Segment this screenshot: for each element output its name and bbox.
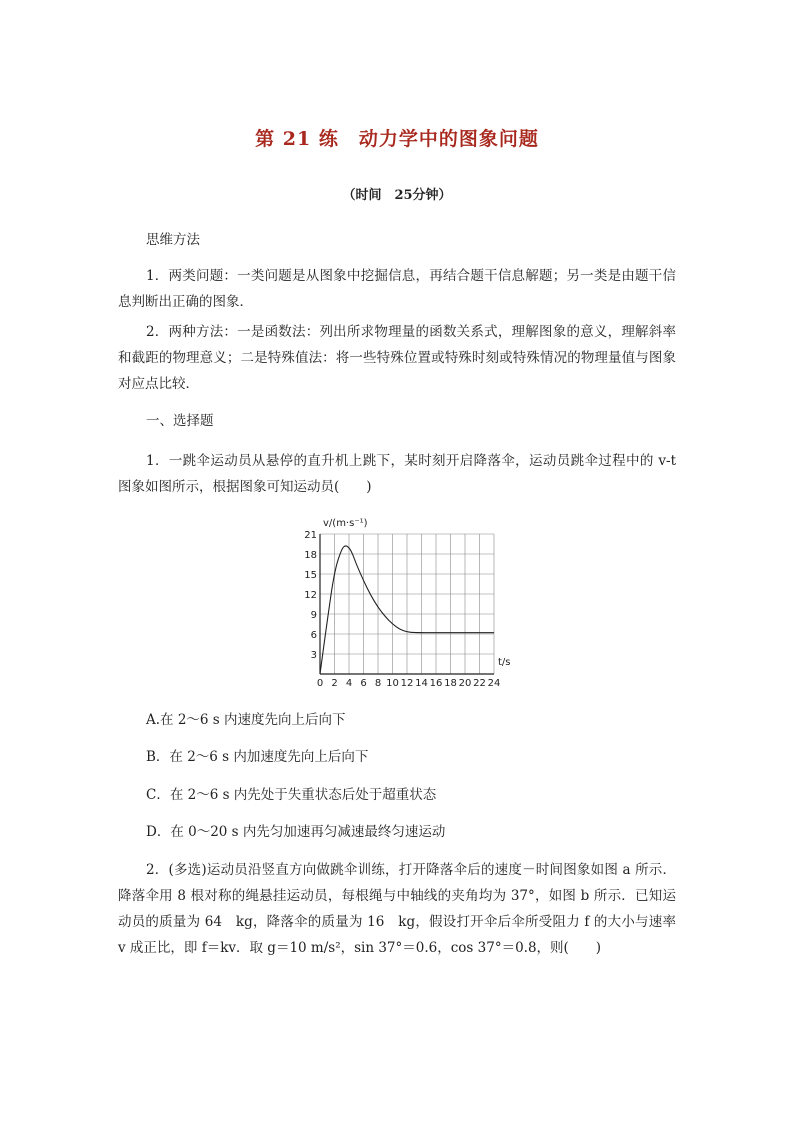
page-title: 第 21 练 动力学中的图象问题 (255, 128, 539, 150)
x-tick-label: 4 (345, 678, 353, 689)
chart-grid (320, 534, 494, 674)
x-tick-label: 2 (331, 678, 338, 689)
section-heading: 一、选择题 (146, 413, 214, 429)
y-tick-label: 9 (310, 610, 317, 621)
question-2-stem: 2．(多选)运动员沿竖直方向做跳伞训练，打开降落伞后的速度－时间图象如图 a 所示．降落伞用 8 根对称的绳悬挂运动员，每根绳与中轴线的夹角均为 37°，如图 b 所示．已知运动员的质量为 64 kg，降落伞的质量为 16 kg，假设打开伞后伞所受阻力 f 的大小与速率 v 成正比，即 f＝kv．取 g＝10 m/s²，sin 37°＝0.6，cos 37°＝0.8，则( ) (118, 862, 676, 956)
option-c: C．在 2～6 s 内先处于失重状态后处于超重状态 (146, 787, 437, 803)
y-axis-label: v/(m·s⁻¹) (323, 518, 368, 529)
option-d: D．在 0～20 s 内先匀加速再匀减速最终匀速运动 (146, 824, 446, 840)
x-tick-label: 24 (487, 678, 501, 689)
option-b: B．在 2～6 s 内加速度先向上后向下 (146, 749, 369, 765)
x-tick-label: 14 (415, 678, 428, 689)
y-tick-label: 12 (304, 590, 317, 601)
x-tick-label: 10 (386, 678, 399, 689)
x-tick-label: 18 (444, 678, 457, 689)
x-tick-label: 22 (473, 678, 486, 689)
x-tick-label: 16 (429, 678, 443, 689)
vt-chart (300, 510, 530, 695)
x-axis-label: t/s (498, 657, 511, 668)
y-tick-label: 21 (304, 530, 317, 541)
y-tick-label: 3 (310, 650, 317, 661)
option-a: A.在 2～6 s 内速度先向上后向下 (146, 712, 346, 728)
question-1-stem: 1．一跳伞运动员从悬停的直升机上跳下，某时刻开启降落伞，运动员跳伞过程中的 v-t 图象如图所示，根据图象可知运动员( ) (118, 453, 676, 495)
x-tick-label: 12 (400, 678, 414, 689)
method-point-1: 1．两类问题：一类问题是从图象中挖掘信息，再结合题干信息解题；另一类是由题干信息判断出正确的图象． (118, 268, 676, 310)
method-heading: 思维方法 (146, 232, 200, 248)
x-tick-label: 0 (316, 678, 324, 689)
x-tick-label: 20 (458, 678, 472, 689)
time-limit: （时间 25分钟） (342, 188, 452, 203)
x-tick-label: 6 (360, 678, 367, 689)
y-tick-label: 15 (304, 570, 317, 581)
y-tick-label: 6 (310, 630, 317, 641)
method-point-2: 2．两种方法：一是函数法：列出所求物理量的函数关系式，理解图象的意义，理解斜率和截距的物理意义；二是特殊值法：将一些特殊位置或特殊时刻或特殊情况的物理量值与图象对应点比较． (118, 324, 676, 392)
y-tick-label: 18 (304, 550, 317, 561)
x-tick-label: 8 (374, 678, 382, 689)
